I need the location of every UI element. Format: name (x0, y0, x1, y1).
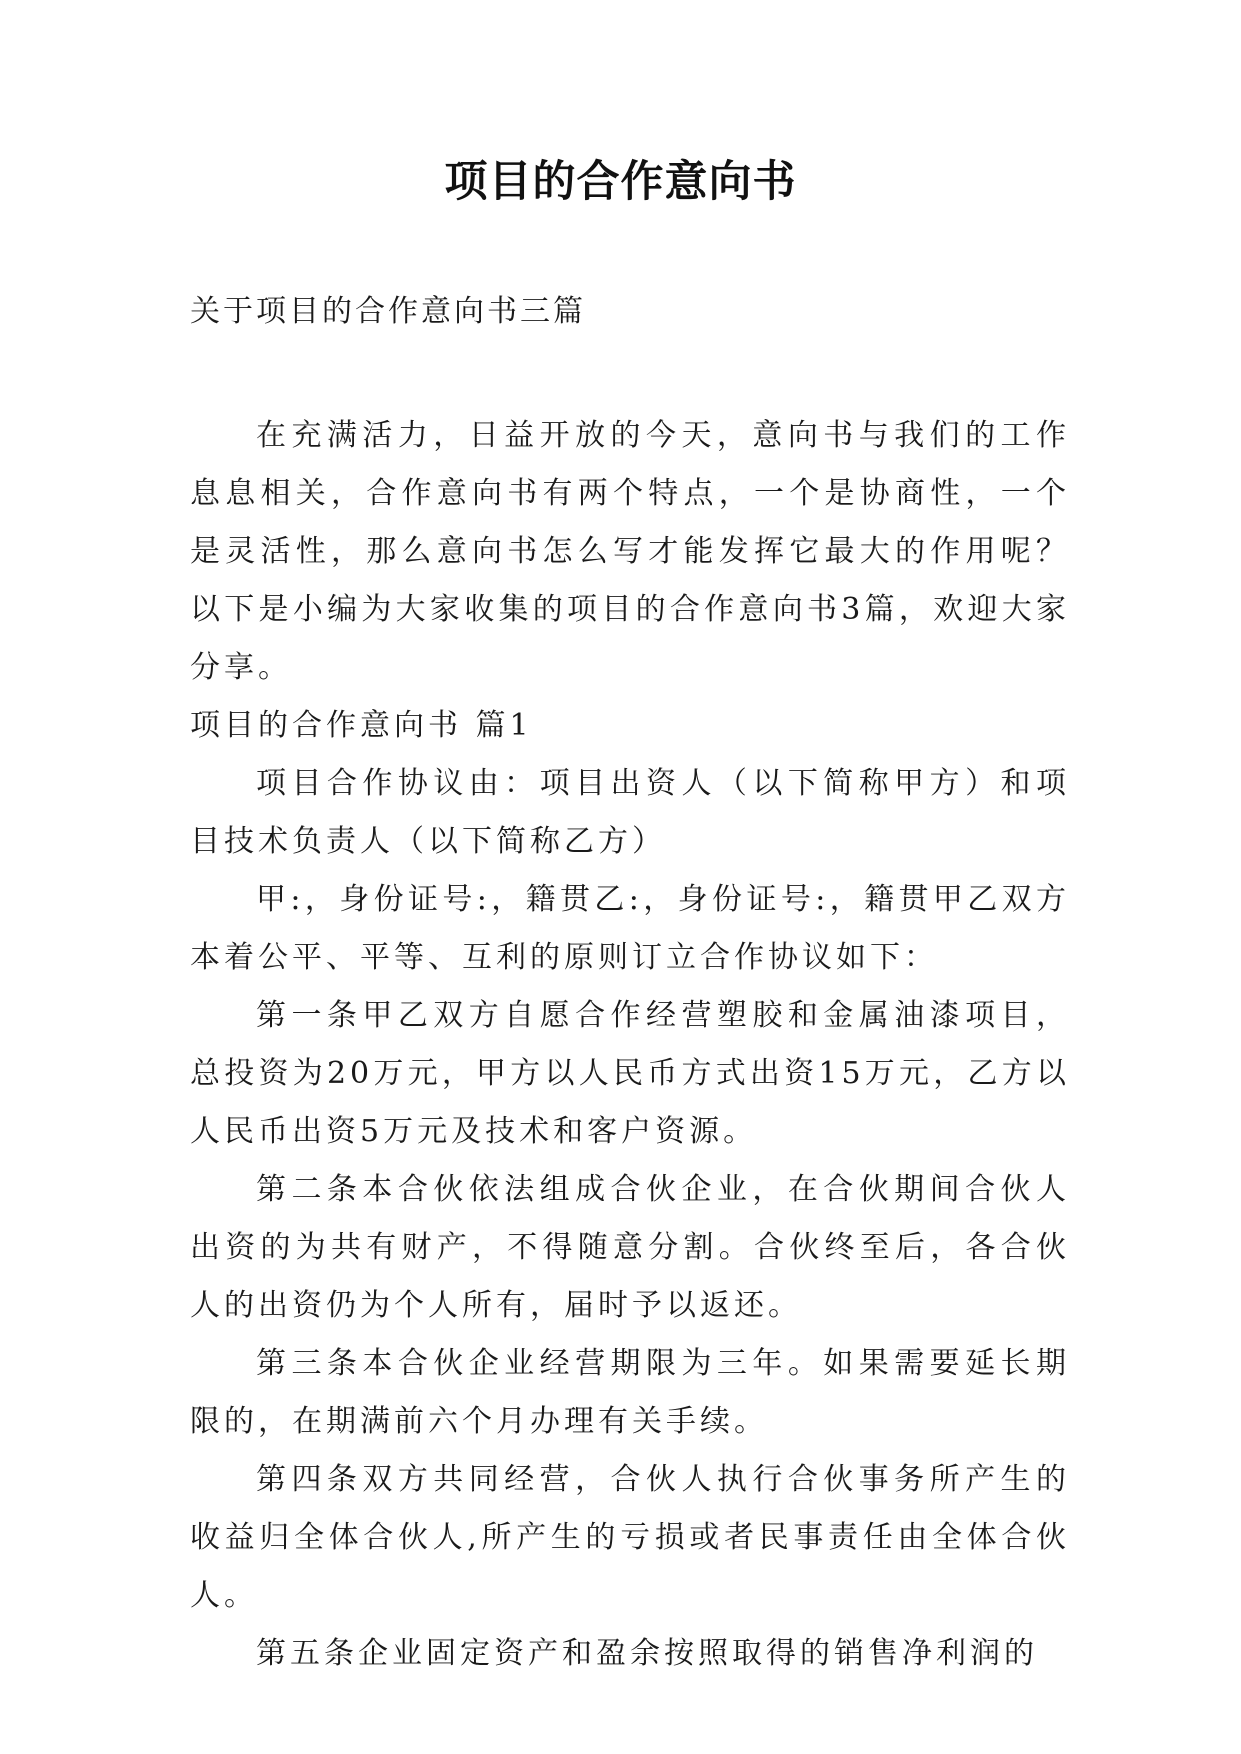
document-body (190, 407, 1070, 1683)
document-subtitle: 关于项目的合作意向书三篇 (190, 294, 586, 329)
intro-paragraph: 在充满活力，日益开放的今天，意向书与我们的工作息息相关，合作意向书有两个特点，一个是协商性，一个是灵活性，那么意向书怎么写才能发挥它最大的作用呢？以下是小编为大家收集的项目的合作意向书3篇，欢迎大家分享。 (190, 418, 1070, 685)
section-heading: 项目的合作意向书 篇1 (190, 708, 533, 743)
article-3-paragraph: 第三条本合伙企业经营期限为三年。如果需要延长期限的，在期满前六个月办理有关手续。 (190, 1346, 1070, 1439)
article-4-paragraph: 第四条双方共同经营，合伙人执行合伙事务所产生的收益归全体合伙人,所产生的亏损或者民事责任由全体合伙人。 (190, 1462, 1070, 1613)
parties-identity-paragraph: 甲:，身份证号:，籍贯乙:，身份证号:，籍贯甲乙双方本着公平、平等、互利的原则订立合作协议如下： (190, 882, 1070, 975)
article-2-paragraph: 第二条本合伙依法组成合伙企业，在合伙期间合伙人出资的为共有财产，不得随意分割。合伙终至后，各合伙人的出资仍为个人所有，届时予以返还。 (190, 1172, 1070, 1323)
agreement-parties-paragraph: 项目合作协议由：项目出资人（以下简称甲方）和项目技术负责人（以下简称乙方） (190, 766, 1070, 859)
document-title: 项目的合作意向书 (444, 157, 797, 207)
article-1-paragraph: 第一条甲乙双方自愿合作经营塑胶和金属油漆项目，总投资为20万元，甲方以人民币方式出资15万元，乙方以人民币出资5万元及技术和客户资源。 (190, 998, 1070, 1149)
article-5-paragraph: 第五条企业固定资产和盈余按照取得的销售净利润的 (256, 1636, 1038, 1671)
